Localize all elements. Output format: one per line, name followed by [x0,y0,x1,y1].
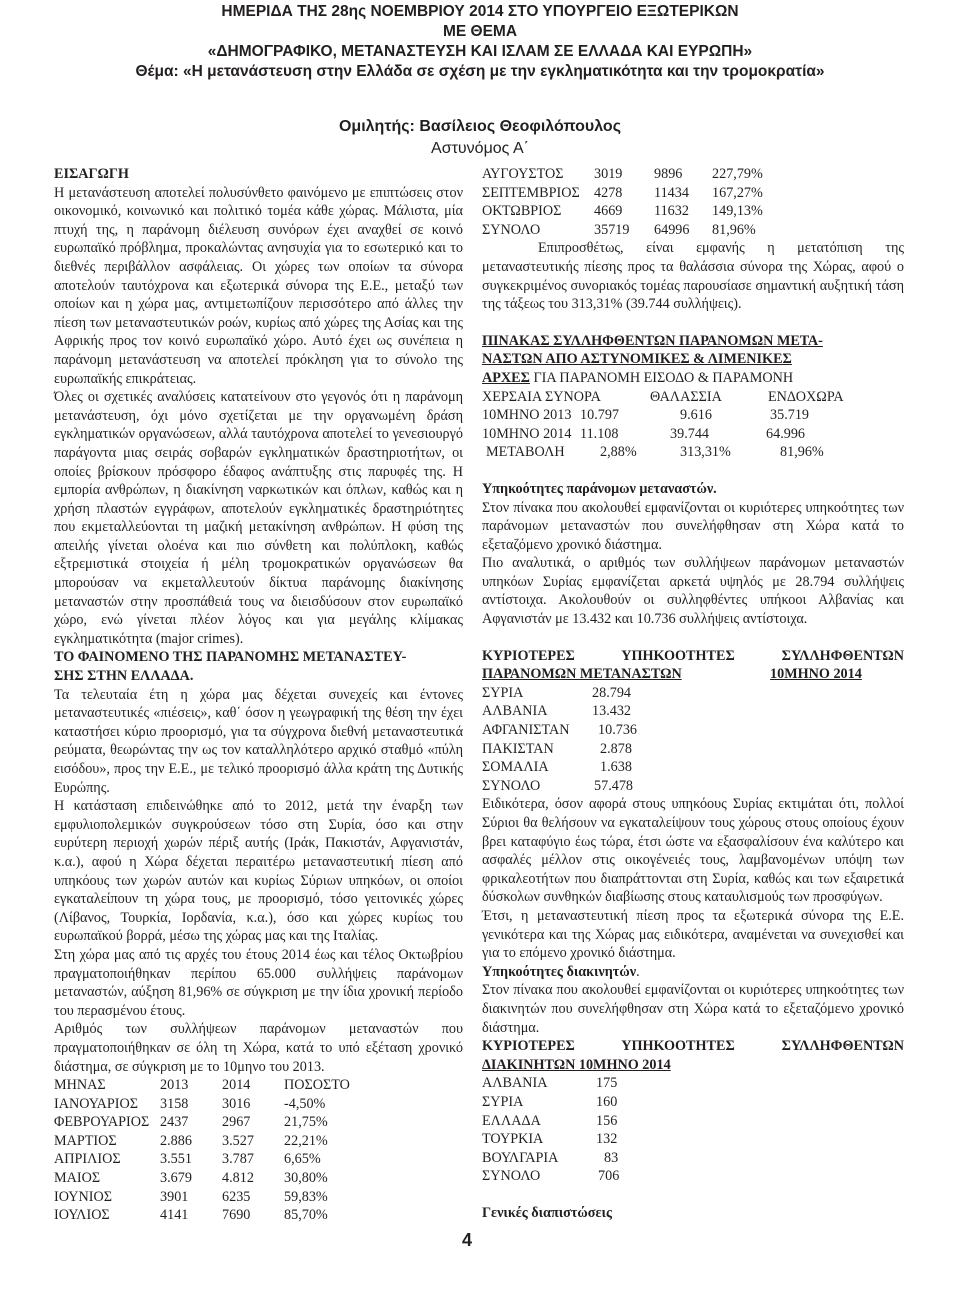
period-cell: ΜΕΤΑΒΟΛΗ [486,444,565,461]
sea-cell: 9.616 [680,407,712,424]
syrians-paragraph: Ειδικότερα, όσον αφορά στους υπηκόους Συρίας εκτιμάται ότι, πολλοί Σύριοι θα θελήσουν να εγκαταλείψουν τους χώρους στους οποίους έχουν βρει καταφύγιο έως τώρα, έτσι ώστε να εξασφαλίσουν ένα καλύτερο και ασφαλές μέλλον στις οικογένειές τους, λαμβανομένων υπόψη των φρικαλεοτήτων που διαπράττονται στη Συρία, καθώς και των εξαιρετικά δύσκολων συνθηκών διαβίωσης στους καταυλισμούς των προσφύγων. [482,796,904,906]
table-row [482,684,904,703]
outlook-paragraph: Έτσι, η μεταναστευτική πίεση προς τα εξωτερικά σύνορα της Ε.Ε. γενικότερα και της Χώρας μας ειδικότερα, αναμένεται να συνεχισθεί και για το επόμενο χρονικό διάστημα. [482,907,904,962]
count-cell: 132 [596,1131,618,1148]
table-row [54,1206,463,1225]
count-cell: 13.432 [592,703,632,720]
smugglers-heading [482,963,904,982]
percent-cell: 30,80% [284,1170,328,1187]
table-row [482,1112,904,1131]
border-table-title-line3-bold: ΑΡΧΕΣ [482,369,530,386]
month-cell: ΜΑΙΟΣ [54,1170,101,1187]
table-row [482,184,904,203]
months-header-month: ΜΗΝΑΣ [54,1077,106,1094]
value-2013-cell: 3019 [594,166,623,182]
country-cell: ΑΛΒΑΝΙΑ [482,1075,548,1092]
crime-paragraph: Όλες οι σχετικές αναλύσεις κατατείνουν στο γεγονός ότι η παράνομη μετανάστευση, όχι μόνο σχετίζεται με την οργανωμένη δράση εγκληματικών οργανώσεων, αλλά ταυτόχρονα αποτελεί το γενεσιουργό παράγοντα μιας σειράς σοβαρών εγκληματικών δραστηριοτήτων, οι οποίες βρίσκουν πρόσφορο έδαφος ανάπτυξης στις παρυφές της. Η εμπορία ανθρώπων, η διακίνηση ναρκωτικών και όπλων, καθώς και η χρήση πλαστών εγγράφων, αποτελούν εγκληματικές δραστηριότητες που εκμεταλλεύονται τη μαζική μετακίνηση ανθρώπων. Η φύση της απειλής γίνεται ολοένα και πιο σύνθετη και πολύπλοκη, καθώς εξτρεμιστικά στοιχεία ή μέλη τρομοκρατικών οργανώσεων θα μπορούσαν να εκμεταλλευτούν δίκτυα παράνομης διακίνησης μεταναστών στην προσπάθειά τους να διεισδύσουν στον ευρωπαϊκό χώρο, ενώ γίνεται πλέον λόγος και για μεγάλης κλίμακας εγκληματικότητα (major crimes). [54,389,463,647]
border-arrests-table [482,332,904,462]
count-cell: 2.878 [600,740,632,757]
country-cell: ΕΛΛΑΔΑ [482,1112,541,1129]
percent-cell: 167,27% [712,184,763,201]
value-2013-cell: 4141 [160,1207,189,1224]
value-2014-cell: 9896 [654,166,683,182]
table-row [54,1095,463,1114]
border-table-header [482,388,904,407]
header-subject-label: ΜΕ ΘΕΜΑ [442,23,518,40]
header-subject: «ΔΗΜΟΓΡΑΦΙΚΟ, ΜΕΤΑΝΑΣΤΕΥΣΗ ΚΑΙ ΙΣΛΑΜ ΣΕ ΕΛΛΑΔΑ ΚΑΙ ΕΥΡΩΠΗ» [207,43,753,60]
speaker-block [0,116,960,160]
border-table-title-line3: ΓΙΑ ΠΑΡΑΝΟΜΗ ΕΙΣΟΔΟ & ΠΑΡΑΜΟΝΗ [529,369,794,386]
value-2014-cell: 64996 [654,221,690,238]
nationalities-table-title-line2-row [482,665,904,684]
value-2013-cell: 2.886 [160,1132,192,1149]
percent-cell: 22,21% [284,1132,328,1149]
border-table-title [482,332,904,388]
count-cell: 175 [596,1075,618,1092]
smugglers-table [482,1037,904,1186]
table-row [54,1113,463,1132]
percent-cell: 59,83% [284,1188,328,1205]
sea-border-paragraph: Επιπροσθέτως, είναι εμφανής η μετατόπιση της μεταναστευτικής πίεσης προς τα θαλάσσια σύνορα της Χώρας, αφού ο συγκεκριμένος συνοριακός τομέας παρουσίασε σημαντική αυξητική τάση της τάξεως του 313,31% (39.744 συλλήψεις). [482,240,904,313]
table-row [482,740,904,759]
table-row [482,758,904,777]
land-cell: 10.797 [580,407,620,424]
table-row [54,1169,463,1188]
nationalities-detail-paragraph: Πιο αναλυτικά, ο αριθμός των συλλήψεων παράνομων μεταναστών υπηκόων Συρίας εμφανίζεται αρκετά υψηλός με 28.794 συλλήψεις αντίστοιχα. Ακολουθούν οι συλληφθέντες υπήκοοι Αλβανίας και Αφγανιστάν με 13.432 και 10.736 συλλήψεις αντίστοιχα. [482,555,904,628]
country-cell: ΣΟΜΑΛΙΑ [482,759,549,776]
month-cell: ΙΟΥΝΙΟΣ [54,1188,112,1205]
months-table-header [54,1076,463,1095]
table-row [482,1167,904,1186]
nationalities-table-period: 10ΜΗΝΟ 2014 [770,666,862,683]
count-cell: 10.736 [598,722,638,739]
value-2013-cell: 3.679 [160,1170,192,1187]
country-cell: ΤΟΥΡΚΙΑ [482,1131,544,1148]
table-row [54,1132,463,1151]
percent-cell: -4,50% [284,1095,326,1112]
percent-cell: 6,65% [284,1151,321,1168]
count-cell: 83 [604,1149,619,1166]
table-row [482,721,904,740]
country-cell: ΣΥΡΙΑ [482,1093,524,1110]
percent-cell: 227,79% [712,166,763,182]
months-header-2014: 2014 [222,1077,251,1094]
table-row [482,1149,904,1168]
table-row [482,777,904,796]
value-2014-cell: 6235 [222,1188,251,1205]
country-cell: ΑΛΒΑΝΙΑ [482,703,548,720]
intro-heading: ΕΙΣΑΓΩΓΗ [54,166,129,182]
percent-cell: 149,13% [712,203,763,220]
table-row [482,1130,904,1149]
pressure-paragraph: Τα τελευταία έτη η χώρα μας δέχεται συνεχείς και έντονες μεταναστευτικές «πιέσεις», καθ΄ όσον η γεωγραφική της θέση την έχει καταστήσει κύριο προορισμό, για τα σύγχρονα διεθνή μεταναστευτικά ρεύματα, θεωρώντας την ως τον καταλληλότερο αρχικό σταθμό «πύλη εισόδου», προς την Ε.Ε., με τελικό προορισμό άλλα κράτη της Δυτικής Ευρώπης. [54,686,463,796]
month-cell: ΟΚΤΩΒΡΙΟΣ [482,203,562,220]
nationalities-paragraph: Στον πίνακα που ακολουθεί εμφανίζονται οι κυριότερες υπηκοότητες των παράνομων μεταναστών που συνελήφθησαν στη Χώρα κατά το εξεταζόμενο χρονικό διάστημα. [482,499,904,553]
count-cell: 1.638 [600,759,632,776]
header-event-title: ΗΜΕΡΙΔΑ ΤΗΣ 28ης ΝΟΕΜΒΡΙΟΥ 2014 ΣΤΟ ΥΠΟΥΡΓΕΙΟ ΕΞΩΤΕΡΙΚΩΝ [221,3,739,20]
speaker-name: Ομιλητής: Βασίλειος Θεοφιλόπουλος [338,118,622,135]
value-2014-cell: 2967 [222,1114,251,1131]
table-row [482,1093,904,1112]
table-row [482,702,904,721]
table-row [482,425,904,444]
month-cell: ΦΕΒΡΟΥΑΡΙΟΣ [54,1114,150,1131]
value-2013-cell: 4278 [594,184,623,201]
months-table-continued [482,165,904,239]
sea-cell: 39.744 [670,425,710,442]
spacer [482,462,904,480]
section-heading-line2: ΣΗΣ ΣΤΗΝ ΕΛΛΑΔΑ. [54,668,194,685]
spacer [482,314,904,332]
table-row [482,202,904,221]
section-heading [54,648,463,685]
table-row [482,221,904,240]
month-cell: ΣΕΠΤΕΜΒΡΙΟΣ [482,184,580,201]
table-row [482,406,904,425]
nationalities-table [482,647,904,796]
table-row [482,443,904,462]
count-cell: 160 [596,1093,618,1110]
month-cell: ΣΥΝΟΛΟ [482,221,541,238]
month-cell: ΑΠΡΙΛΙΟΣ [54,1151,121,1168]
count-cell: 57.478 [594,777,634,794]
value-2013-cell: 35719 [594,221,630,238]
country-cell: ΣΥΝΟΛΟ [482,1168,541,1185]
smugglers-heading-dot: . [636,963,640,980]
table-row [482,165,904,184]
month-cell: ΜΑΡΤΙΟΣ [54,1132,117,1149]
period-cell: 10ΜΗΝΟ 2013 [482,407,572,424]
right-column [482,165,904,1222]
nationalities-heading: Υπηκοότητες παράνομων μεταναστών. [482,480,717,497]
month-cell: ΑΥΓΟΥΣΤΟΣ [482,166,564,182]
count-cell: 706 [598,1168,620,1185]
value-2014-cell: 3.527 [222,1132,254,1149]
country-cell: ΒΟΥΛΓΑΡΙΑ [482,1149,559,1166]
land-cell: 2,88% [600,444,637,461]
value-2014-cell: 11632 [654,203,689,220]
nationalities-table-title-line2: ΠΑΡΑΝΟΜΩΝ ΜΕΤΑΝΑΣΤΩΝ [482,666,682,683]
document-header [0,2,960,82]
value-2013-cell: 3901 [160,1188,189,1205]
percent-cell: 21,75% [284,1114,328,1131]
header-inland: ΕΝΔΟΧΩΡΑ [768,388,844,405]
value-2013-cell: 3.551 [160,1151,192,1168]
spacer [482,1186,904,1204]
value-2013-cell: 3158 [160,1095,189,1112]
sea-cell: 313,31% [680,444,731,461]
smugglers-table-title-line2: ΔΙΑΚΙΝΗΤΩΝ 10ΜΗΝΟ 2014 [482,1056,671,1073]
table-row [482,1074,904,1093]
speaker-rank: Αστυνόμος Α΄ [431,140,529,157]
spacer [482,629,904,647]
inland-cell: 81,96% [780,444,824,461]
land-cell: 11.108 [580,425,619,442]
month-cell: ΙΟΥΛΙΟΣ [54,1207,110,1224]
border-table-title-line2: ΝΑΣΤΩΝ ΑΠΟ ΑΣΤΥΝΟΜΙΚΕΣ & ΛΙΜΕΝΙΚΕΣ [482,351,792,368]
value-2013-cell: 2437 [160,1114,189,1131]
percent-cell: 85,70% [284,1207,328,1224]
value-2014-cell: 4.812 [222,1170,254,1187]
inland-cell: 35.719 [770,407,810,424]
country-cell: ΠΑΚΙΣΤΑΝ [482,740,554,757]
percent-cell: 81,96% [712,221,756,238]
value-2014-cell: 3016 [222,1095,251,1112]
months-header-percent: ΠΟΣΟΣΤΟ [284,1077,350,1094]
count-cell: 156 [596,1112,618,1129]
value-2013-cell: 4669 [594,203,623,220]
table-row [54,1150,463,1169]
header-topic: Θέμα: «Η μετανάστευση στην Ελλάδα σε σχέση με την εγκληματικότητα και την τρομοκρατία» [135,63,825,80]
months-header-2013: 2013 [160,1077,189,1094]
count-cell: 28.794 [592,684,632,701]
value-2014-cell: 7690 [222,1207,251,1224]
country-cell: ΣΥΝΟΛΟ [482,777,541,794]
nationalities-table-title-line1: ΚΥΡΙΟΤΕΡΕΣ ΥΠΗΚΟΟΤΗΤΕΣ ΣΥΛΛΗΦΘΕΝΤΩΝ [482,647,904,664]
header-sea: ΘΑΛΑΣΣΙΑ [650,388,722,405]
inland-cell: 64.996 [766,425,806,442]
intro-paragraph: Η μετανάστευση αποτελεί πολυσύνθετο φαινόμενο με επιπτώσεις στον οικονομικό, κοινωνικό και πολιτικό τομέα κάθε χώρας. Μάλιστα, μία πτυχή της, η παράνομη διέλευση συνόρων έχει αναχθεί σε κοινό ευρωπαϊκό πρόβλημα, προκαλώντας ανησυχία για το εσωτερικό και το διεθνές περιβάλλον ασφάλειας. Οι χώρες των οποίων τα σύνορα αποτελούν ταυτόχρονα και εξωτερικά σύνορα της Ε.Ε., μεταξύ των οποίων και η χώρα μας, αντιμετωπίζουν περισσότερο από άλλες την πίεση των μεταναστευτικών ροών, κυρίως από χώρες της Ασίας και της Αφρικής προς τον κοινό ευρωπαϊκό χώρο. Αυτό έχει ως συνέπεια η παράνομη μετανάστευση να αποτελεί πρόκληση για το σύνολο της ευρωπαϊκής επικράτειας. [54,184,463,387]
smugglers-paragraph: Στον πίνακα που ακολουθεί εμφανίζονται οι κυριότερες υπηκοότητες των διακινητών που συνελήφθησαν στη Χώρα κατά το εξεταζόμενο χρονικό διάστημα. [482,982,904,1036]
border-table-title-line1: ΠΙΝΑΚΑΣ ΣΥΛΛΗΦΘΕΝΤΩΝ ΠΑΡΑΝΟΜΩΝ ΜΕΤΑ- [482,332,823,349]
page-number: 4 [462,1230,473,1250]
section-heading-line1: ΤΟ ΦΑΙΝΟΜΕΝΟ ΤΗΣ ΠΑΡΑΝΟΜΗΣ ΜΕΤΑΝΑΣΤΕΥ- [54,649,407,666]
country-cell: ΣΥΡΙΑ [482,684,524,701]
header-land: ΧΕΡΣΑΙΑ ΣΥΝΟΡΑ [482,388,601,405]
value-2014-cell: 11434 [654,184,689,201]
table-intro-paragraph: Αριθμός των συλλήψεων παράνομων μεταναστών που πραγματοποιήθηκαν σε όλη τη Χώρα, κατά το υπό εξέταση χρονικό διάστημα, σε σύγκριση με το 10μηνο του 2013. [54,1021,463,1075]
arrests-paragraph: Στη χώρα μας από τις αρχές του έτους 2014 έως και τέλος Οκτωβρίου πραγματοποιήθηκαν περίπου 65.000 συλλήψεις παράνομων μεταναστών, αύξηση 81,96% σε σύγκριση με την ίδια χρονική περίοδο του περασμένου έτους. [54,946,463,1019]
month-cell: ΙΑΝΟΥΑΡΙΟΣ [54,1095,139,1112]
left-column [54,165,463,1225]
smugglers-heading-text: Υπηκοότητες διακινητών [482,963,637,980]
general-findings-heading: Γενικές διαπιστώσεις [482,1204,612,1221]
table-row [54,1188,463,1207]
value-2014-cell: 3.787 [222,1151,254,1168]
smugglers-table-title-line1: ΚΥΡΙΟΤΕΡΕΣ ΥΠΗΚΟΟΤΗΤΕΣ ΣΥΛΛΗΦΘΕΝΤΩΝ [482,1038,904,1055]
syria-paragraph: Η κατάσταση επιδεινώθηκε από το 2012, μετά την έναρξη των εμφυλιοπολεμικών συγκρούσεων τόσο στη Συρία, όσο και στην ευρύτερη περιοχή χωρών πέριξ αυτής (Ιράκ, Πακιστάν, Αφγανιστάν, κ.α.), αφού η Χώρα δέχεται περαιτέρω μεταναστευτική πίεση από υπηκόους των χωρών αυτών και κυρίως Σύριων υπηκόων, οι οποίοι εγκαταλείπουν τη χώρα τους, με προορισμό, τόσο γειτονικές χώρες (Λίβανος, Τουρκία, Ιορδανία, κ.α.), όσο και χώρες κυρίως του ευρωπαϊκού βορρά, μέσω της χώρας μας και της Ιταλίας. [54,798,463,945]
country-cell: ΑΦΓΑΝΙΣΤΑΝ [482,722,570,739]
period-cell: 10ΜΗΝΟ 2014 [482,425,572,442]
months-table [54,1076,463,1225]
